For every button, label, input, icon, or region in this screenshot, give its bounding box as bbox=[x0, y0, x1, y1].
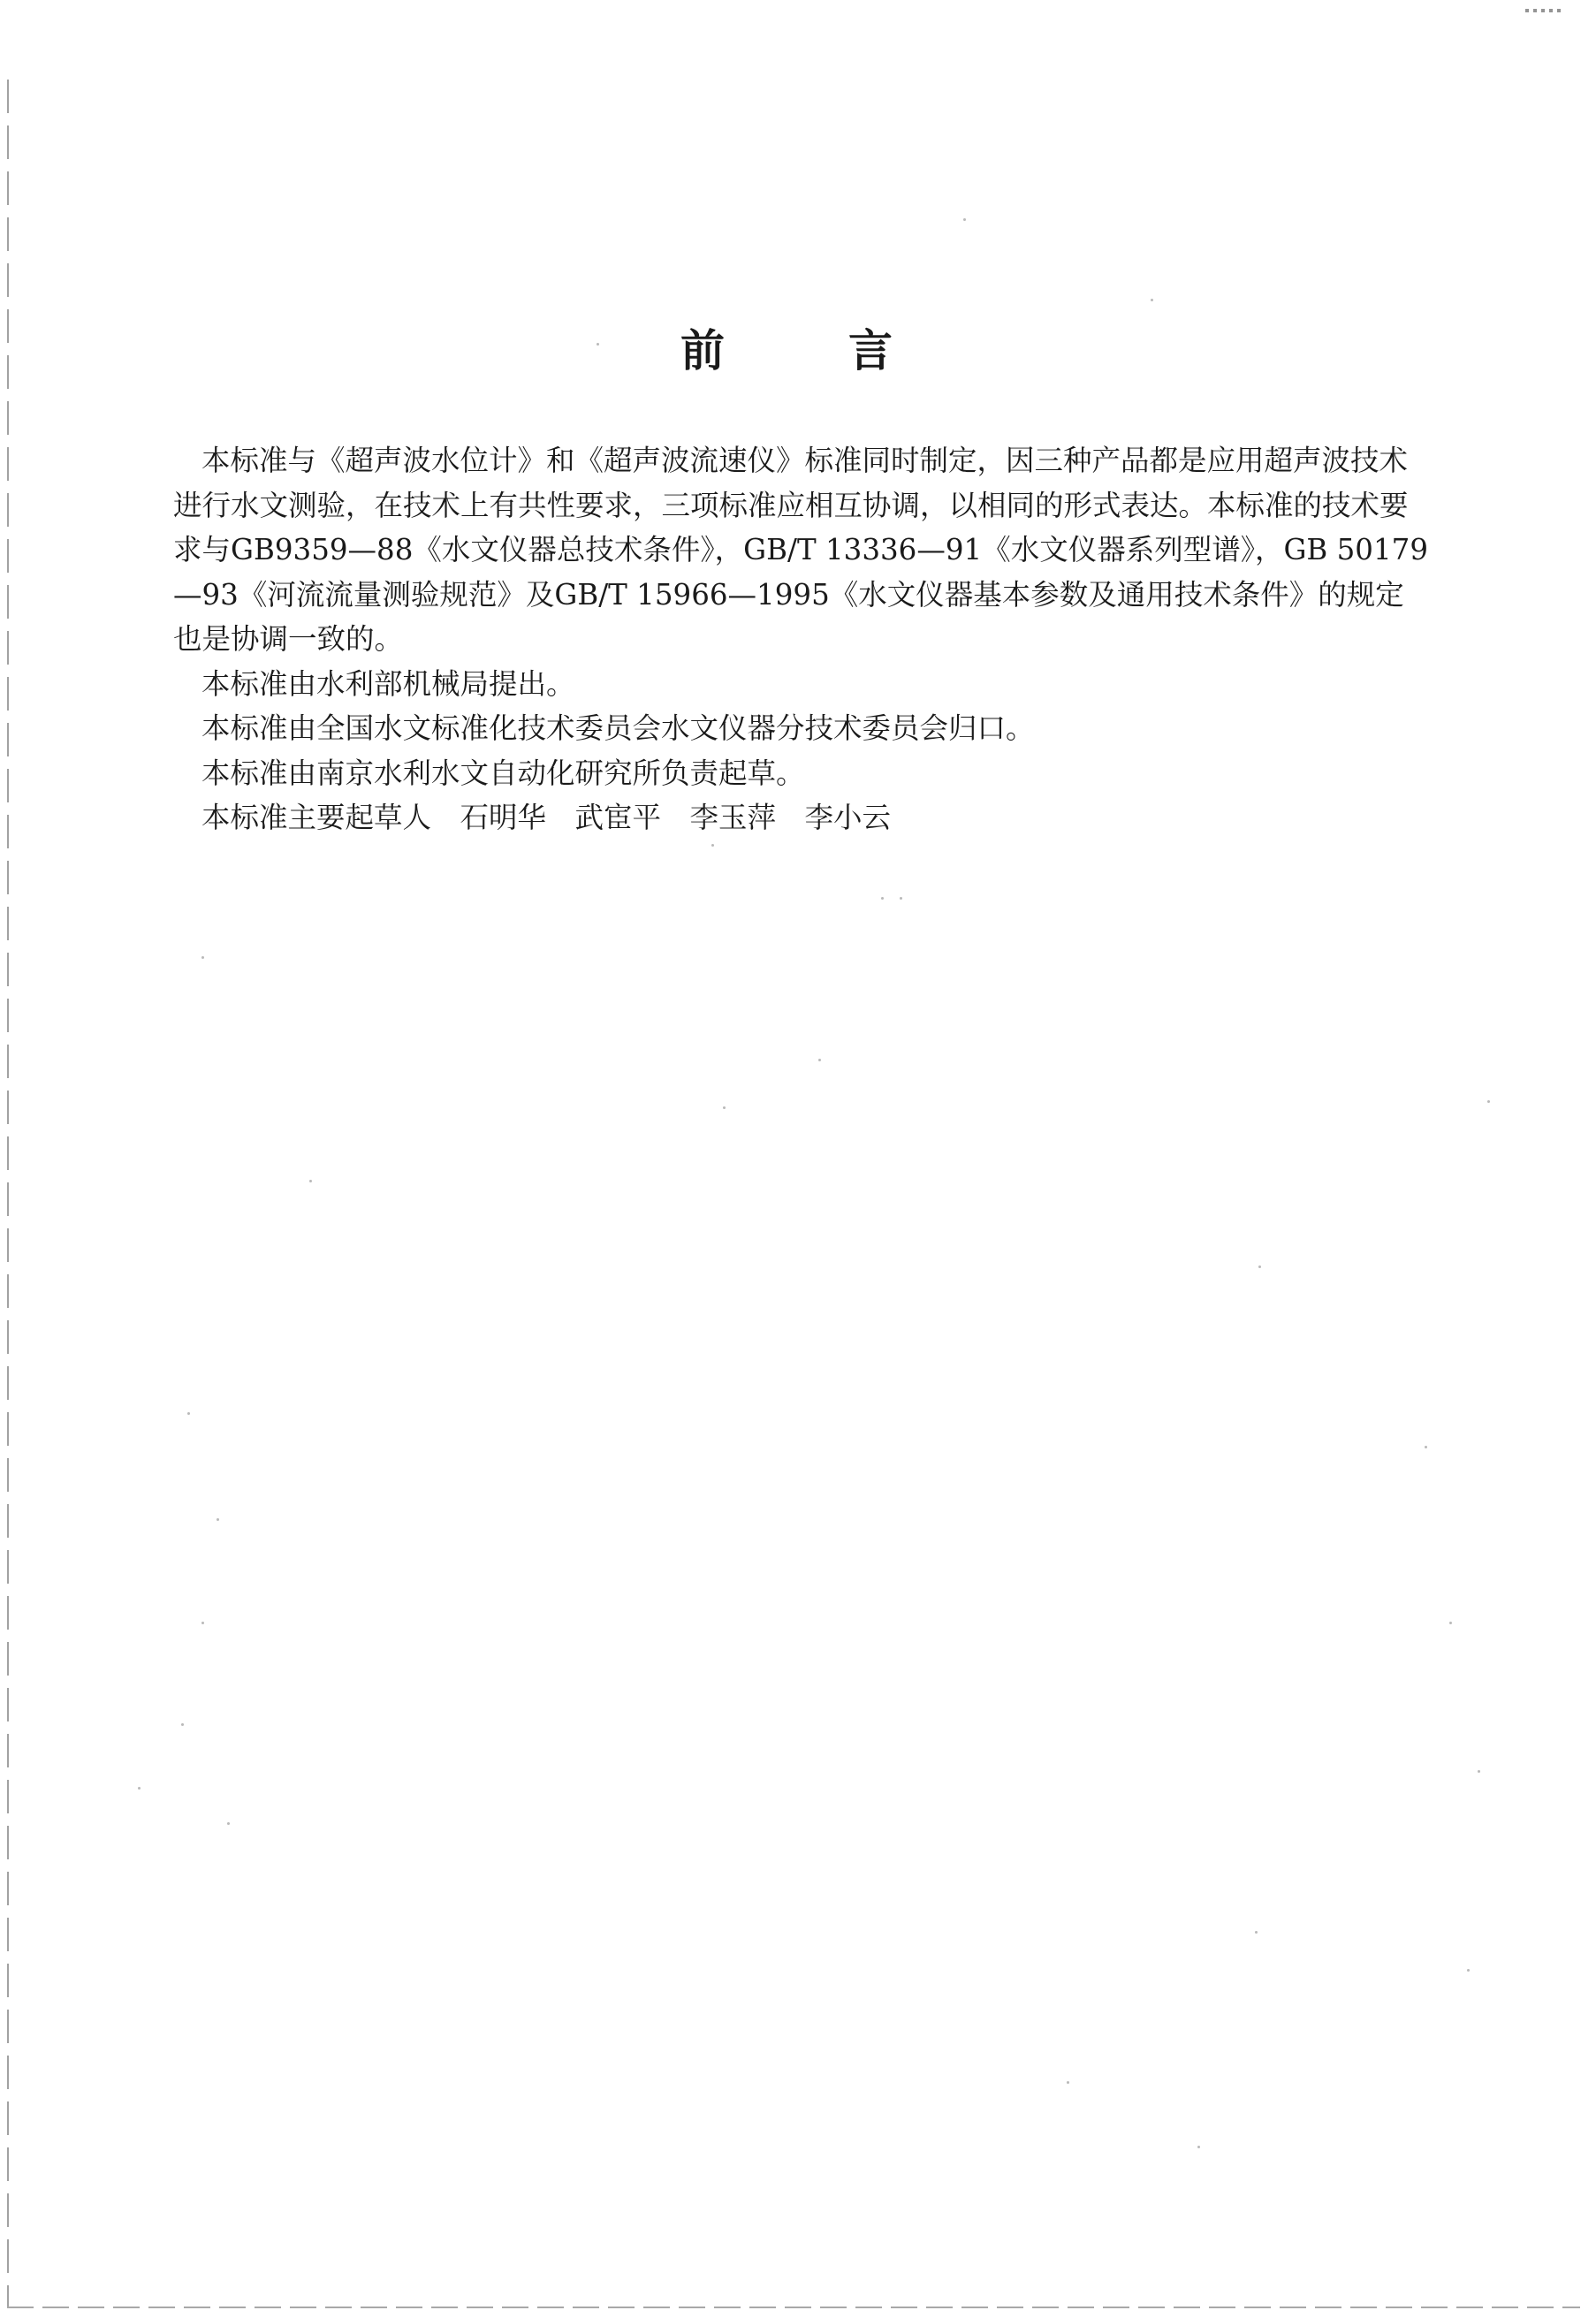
scan-border-left bbox=[7, 80, 9, 2307]
scan-speck bbox=[1255, 1931, 1258, 1934]
scan-speck bbox=[1067, 2081, 1069, 2084]
scan-speck bbox=[217, 1518, 219, 1521]
scan-speck bbox=[1467, 1969, 1470, 1972]
scan-speck bbox=[881, 897, 884, 900]
scan-speck bbox=[1197, 2146, 1200, 2148]
scan-speck bbox=[723, 1106, 726, 1109]
scan-speck bbox=[187, 1412, 190, 1415]
scan-speck bbox=[181, 1723, 184, 1726]
scan-speck bbox=[818, 1059, 821, 1061]
scan-speck bbox=[1258, 1265, 1261, 1268]
drafters-paragraph: 本标准主要起草人 石明华 武宦平 李玉萍 李小云 bbox=[201, 801, 892, 834]
preface-paragraph: 本标准由全国水文标准化技术委员会水文仪器分技术委员会归口。 bbox=[201, 711, 1035, 745]
scan-speck bbox=[227, 1822, 230, 1825]
preface-paragraph: 本标准与《超声波水位计》和《超声波流速仪》标准同时制定，因三种产品都是应用超声波技术进行水文测验，在技术上有共性要求，三项标准应相互协调，以相同的形式表达。本标准的技术要求与GB9359—88《水文仪器总技术条件》，GB/T 13336—91《水文仪器系列型谱》，GB 50179—93《河流流量测验规范》及GB/T 15966—1995《水文仪器基本参数及通用技术条件》的规定也是协调一致的。 bbox=[173, 444, 1429, 656]
scan-speck bbox=[309, 1180, 312, 1182]
scan-speck bbox=[1478, 1770, 1480, 1773]
scan-speck bbox=[711, 844, 714, 847]
scan-speck bbox=[1425, 1446, 1427, 1448]
scan-speck bbox=[1151, 299, 1153, 301]
scan-corner-mark bbox=[1525, 9, 1564, 12]
title-char-1: 前 bbox=[680, 324, 725, 376]
scan-speck bbox=[1487, 1100, 1490, 1103]
preface-paragraph: 本标准由南京水利水文自动化研究所负责起草。 bbox=[201, 756, 805, 790]
scan-speck bbox=[963, 218, 966, 221]
title-char-2: 言 bbox=[848, 324, 893, 376]
scan-speck bbox=[201, 956, 204, 959]
scan-border-bottom bbox=[7, 2307, 1580, 2308]
scan-speck bbox=[597, 343, 599, 346]
scan-speck bbox=[900, 897, 902, 900]
scan-speck bbox=[201, 1622, 204, 1624]
preface-body bbox=[173, 438, 1430, 840]
preface-paragraph: 本标准由水利部机械局提出。 bbox=[201, 666, 575, 701]
scan-speck bbox=[1449, 1622, 1452, 1624]
scan-speck bbox=[138, 1787, 141, 1790]
page-title bbox=[680, 324, 893, 376]
